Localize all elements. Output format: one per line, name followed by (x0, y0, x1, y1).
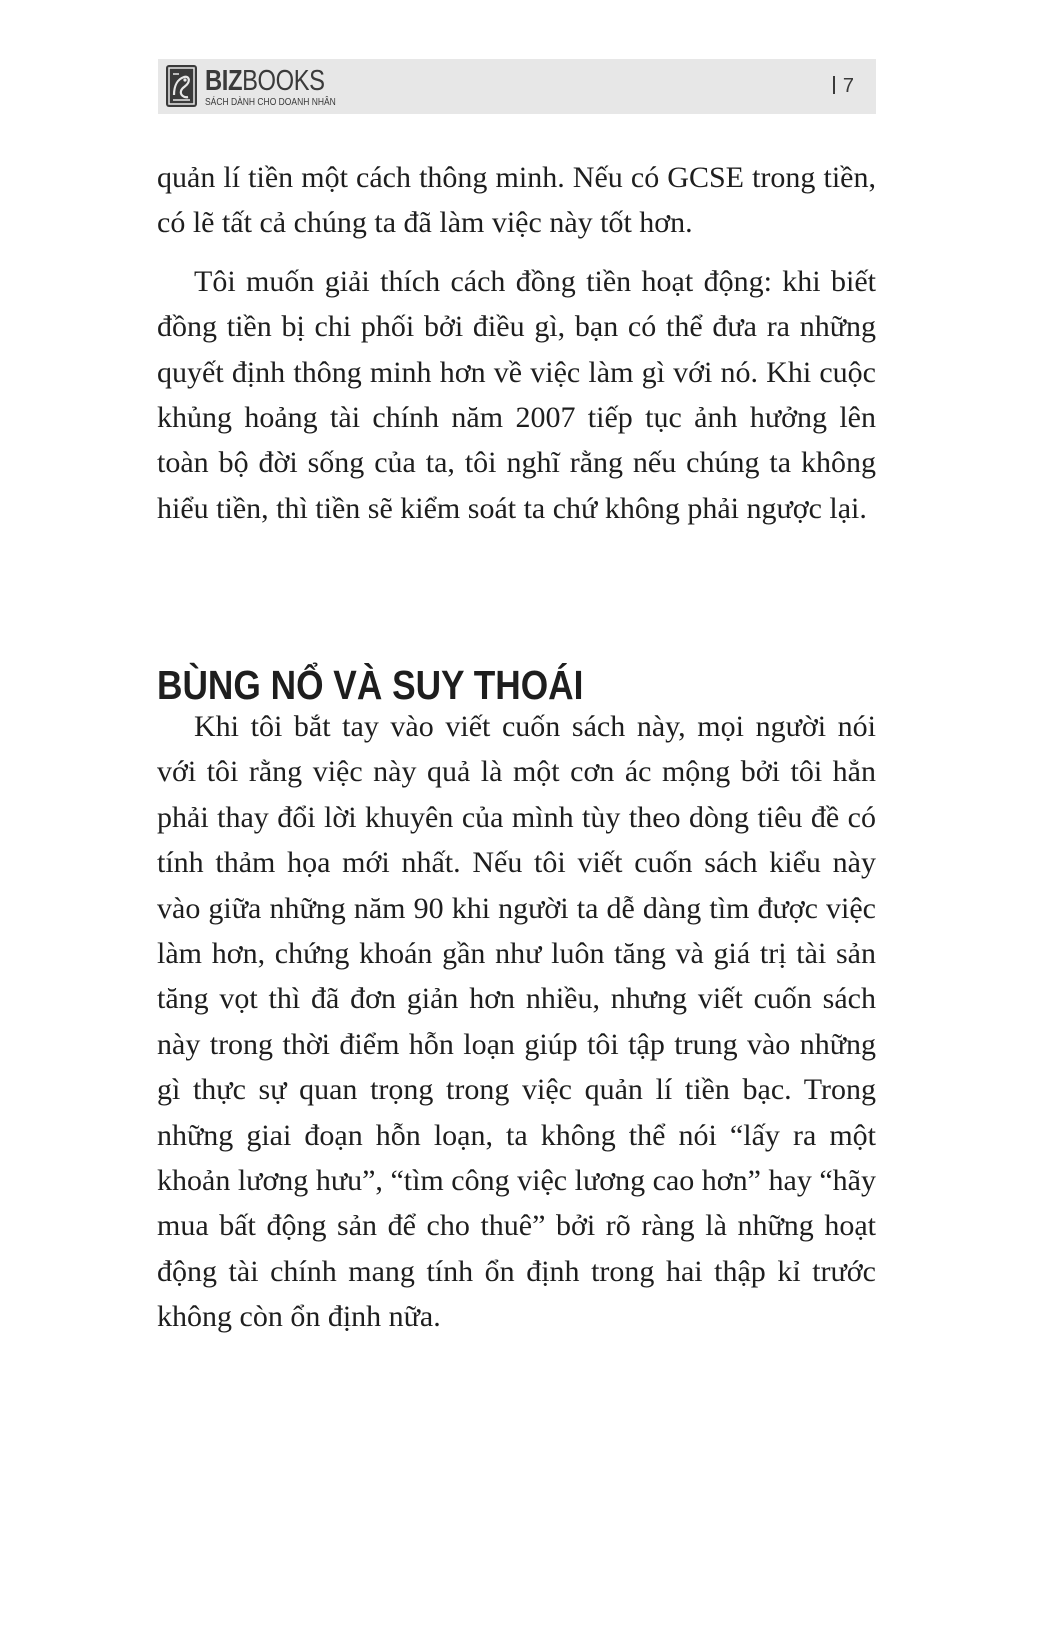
running-header (158, 59, 876, 114)
paragraph-continuation: quản lí tiền một cách thông minh. Nếu có GCSE trong tiền, có lẽ tất cả chúng ta đã làm việc này tốt hơn. (157, 161, 876, 240)
body-text-top (157, 155, 876, 531)
body-text-section (157, 704, 876, 1340)
brand-tagline: SÁCH DÀNH CHO DOANH NHÂN (205, 97, 336, 108)
paragraph-intro: Tôi muốn giải thích cách đồng tiền hoạt động: khi biết đồng tiền bị chi phối bởi điều gì, bạn có thể đưa ra những quyết định thông minh hơn về việc làm gì với nó. Khi cuộc khủng hoảng tài chính năm 2007 tiếp tục ảnh hưởng lên toàn bộ đời sống của ta, tôi nghĩ rằng nếu chúng ta không hiểu tiền, thì tiền sẽ kiểm soát ta chứ không phải ngược lại. (157, 264, 876, 525)
page-number (833, 74, 854, 98)
paragraph-boom-bust: Khi tôi bắt tay vào viết cuốn sách này, mọi người nói với tôi rằng việc này quả là một cơn ác mộng bởi tôi hẳn phải thay đổi lời khuyên của mình tùy theo dòng tiêu đề có tính thảm họa mới nhất. Nếu tôi viết cuốn sách kiểu này vào giữa những năm 90 khi người ta dễ dàng tìm được việc làm hơn, chứng khoán gần như luôn tăng và giá trị tài sản tăng vọt thì đã đơn giản hơn nhiều, nhưng viết cuốn sách này trong thời điểm hỗn loạn giúp tôi tập trung vào những gì thực sự quan trọng trong việc quản lí tiền bạc. Trong những giai đoạn hỗn loạn, ta không thể nói “lấy ra một khoản lương hưu”, “tìm công việc lương cao hơn” hay “hãy mua bất động sản để cho thuê” bởi rõ ràng là những hoạt động tài chính mang tính ổn định trong hai thập kỉ trước không còn ổn định nữa. (157, 710, 876, 1334)
brand-name-bold: BIZ (205, 65, 243, 97)
section-heading: BÙNG NỔ VÀ SUY THOÁI (157, 662, 584, 708)
brand-name-light: BOOKS (242, 65, 325, 97)
page-number-divider (833, 76, 835, 94)
bizbooks-logo-icon (166, 65, 197, 107)
page-number-value: 7 (842, 75, 854, 97)
brand-name (205, 64, 325, 98)
